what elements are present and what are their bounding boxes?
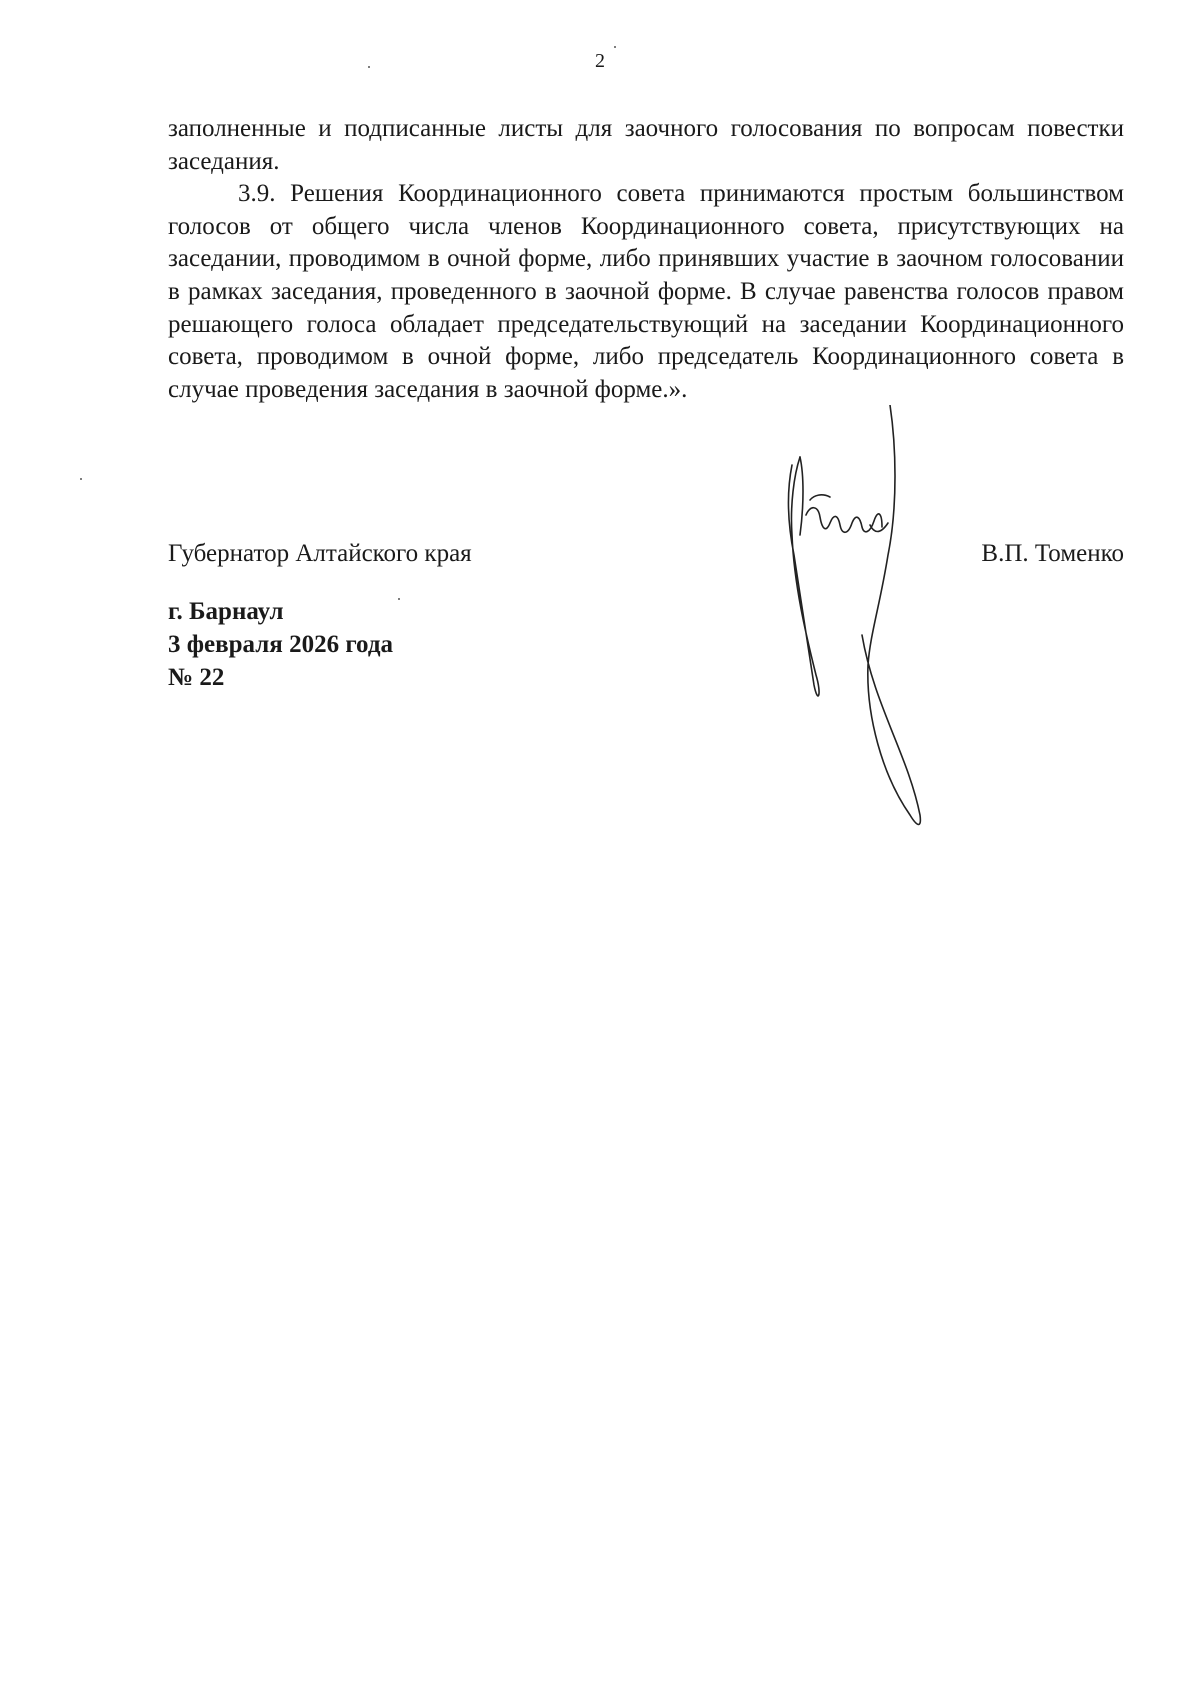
handwritten-signature-icon [770, 405, 970, 845]
scan-speck [80, 478, 82, 480]
page-number: 2 [595, 50, 605, 72]
number-line: № 22 [168, 664, 225, 691]
clause-3-9-paragraph: 3.9. Решения Координационного совета принимаются простым большинством голосов от общего числа членов Координационного совета, присутствующих на заседании, проводимом в очной форме, либо принявших участие в заочном голосовании в рамках заседания, проведенного в заочной форме. В случае равенства голосов правом решающего голоса обладает председательствующий на заседании Координационного совета, проводимом в очной форме, либо председатель Координационного совета в случае проведения заседания в заочной форме.». [168, 180, 1124, 403]
city-line: г. Барнаул [168, 598, 284, 625]
scan-speck [614, 46, 616, 48]
scan-speck [368, 66, 370, 68]
signer-name: В.П. Томенко [981, 540, 1124, 567]
signer-position: Губернатор Алтайского края [168, 540, 472, 567]
document-body [168, 113, 1124, 406]
date-line: 3 февраля 2026 года [168, 631, 393, 658]
scan-speck [398, 598, 400, 600]
continuation-paragraph: заполненные и подписанные листы для заочного голосования по вопросам повестки заседания. [168, 115, 1124, 175]
document-footer [168, 595, 393, 694]
